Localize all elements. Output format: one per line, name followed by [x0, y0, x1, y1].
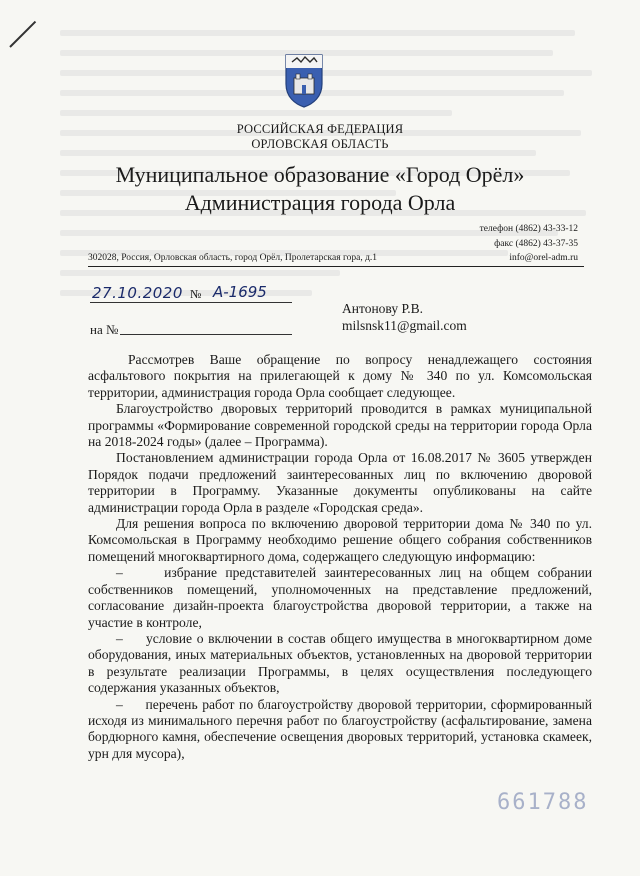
email-text: info@orel-adm.ru — [509, 253, 578, 263]
handwritten-date: 27.10.2020 — [92, 284, 183, 302]
recipient-email: milsnsk11@gmail.com — [342, 318, 467, 333]
municipality-title: Муниципальное образование «Город Орёл» — [115, 162, 525, 187]
region-label: ОРЛОВСКАЯ ОБЛАСТЬ — [251, 137, 389, 151]
paragraph-resolution: Постановлением администрации города Орла от 16.08.2017 № 3605 утвержден Порядок подачи предложений заинтересованных лиц по включению дворовой территории в Программу. Указанные документы опубликованы на сайте администрации города Орла в разделе «Городская среда». — [88, 450, 592, 515]
corner-pen-mark — [9, 21, 36, 48]
reply-to-underline — [120, 334, 292, 335]
list-item-representatives: – избрание представителей заинтересованных лиц на общем собрании собственников помещений, уполномоченных на представление предложений, согласование дизайн-проекта благоустройства дворовой территории, а также на участие в контроле, — [88, 565, 592, 630]
header-divider — [88, 266, 584, 267]
paragraph-requirements: Для решения вопроса по включению дворовой территории дома № 340 по ул. Комсомольская в Программу необходимо решение общего собрания собственников помещений многоквартирного дома, содержащего следующую информацию: — [88, 516, 592, 564]
handwritten-outgoing-number: А-1695 — [213, 283, 267, 301]
address-text: 302028, Россия, Орловская область, город Орёл, Пролетарская гора, д.1 — [88, 253, 378, 263]
paragraph-program: Благоустройство дворовых территорий проводится в рамках муниципальной программы «Формирование современной городской среды на территории города Орла на 2018-2024 годы» (далее – Программа). — [88, 401, 592, 450]
number-label: № — [190, 287, 202, 301]
federation-label: РОССИЙСКАЯ ФЕДЕРАЦИЯ — [236, 122, 404, 136]
fax-text: факс (4862) 43-37-35 — [494, 239, 578, 249]
letter-body — [88, 352, 592, 762]
list-item-works-list: – перечень работ по благоустройству дворовой территории, сформированный исходя из минимального перечня работ по благоустройству (асфальтирование, замена бордюрного камня, обеспечение освещения дворовых территорий, установка скамеек, урн для мусора), — [88, 696, 592, 761]
paragraph-response-intro: Рассмотрев Ваше обращение по вопросу ненадлежащего состояния асфальтового покрытия на прилегающей к дому № 340 по ул. Комсомольская территории, администрация города Орла сообщает следующее. — [88, 352, 592, 400]
list-item-common-property: – условие о включении в состав общего имущества в многоквартирном доме оборудования, иных материальных объектов, установленных на дворовой территории в результате реализации Программы, в целях осуществления последующего содержания указанных объектов, — [88, 630, 592, 696]
registration-stamp-number: 661788 — [497, 790, 589, 815]
reply-to-label: на № — [90, 322, 119, 337]
recipient-name: Антонову Р.В. — [342, 301, 424, 316]
phone-text: телефон (4862) 43-33-12 — [479, 224, 578, 234]
city-coat-of-arms-icon — [283, 52, 325, 108]
date-number-underline — [90, 302, 292, 303]
administration-title: Администрация города Орла — [184, 190, 456, 215]
